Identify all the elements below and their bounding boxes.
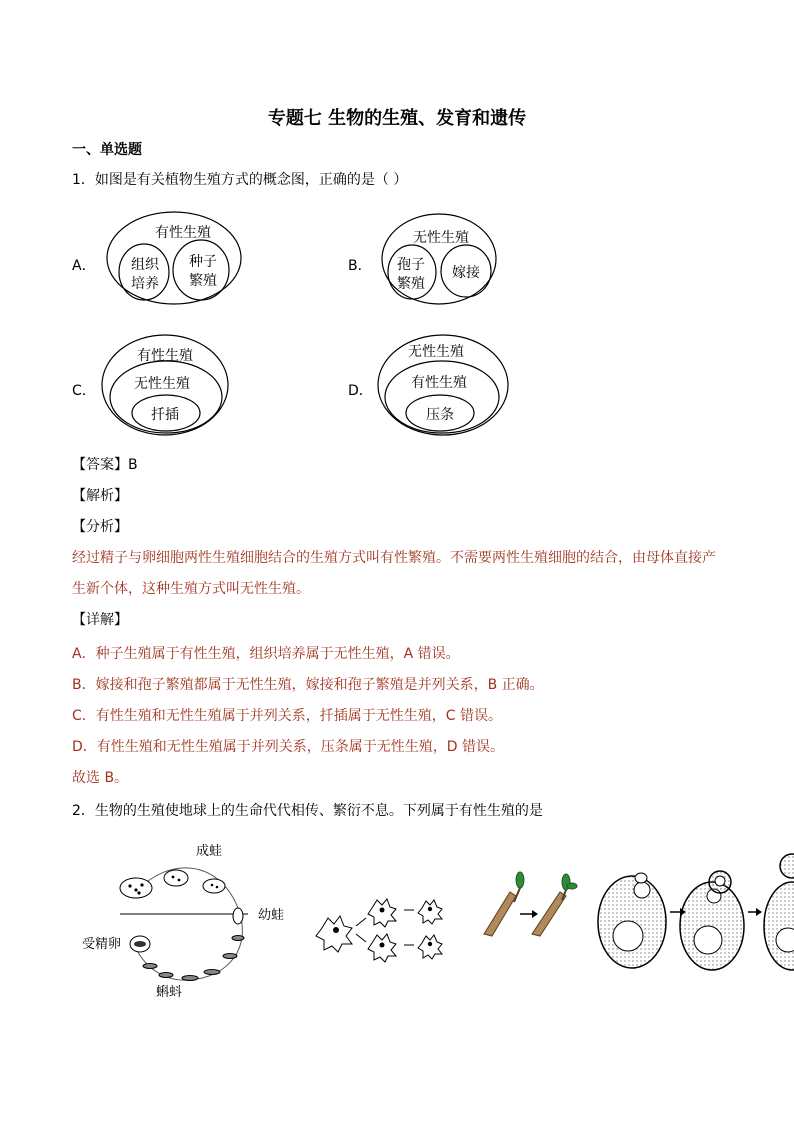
analysis-tag: 【解析】 [72, 488, 128, 504]
grafting-figure [480, 866, 590, 938]
detail-line-b: B．嫁接和孢子繁殖都属于无性生殖，嫁接和孢子繁殖是并列关系，B 正确。 [72, 677, 544, 693]
option-a-left-line1: 组织 [131, 257, 159, 273]
detail-tag: 【详解】 [72, 612, 128, 628]
option-c-diagram [100, 333, 230, 437]
amoeba-division-figure [312, 888, 452, 968]
option-b-right-text: 嫁接 [452, 265, 480, 281]
detail-line-d: D．有性生殖和无性生殖属于并列关系，压条属于无性生殖，D 错误。 [72, 739, 505, 755]
option-a-outer-text: 有性生殖 [155, 225, 211, 241]
option-d-outer-text: 无性生殖 [408, 344, 464, 360]
frog-young-label: 幼蛙 [258, 908, 285, 923]
fenxi-tag: 【分析】 [72, 519, 128, 535]
young-frog-icon [233, 908, 243, 924]
option-c-outer-text: 有性生殖 [137, 348, 193, 364]
option-b-label: B． [348, 258, 372, 274]
question-2-stem: 2．生物的生殖使地球上的生命代代相传、繁衍不息。下列属于有性生殖的是 [72, 803, 543, 819]
frog-life-cycle-figure [78, 838, 298, 1003]
page-title: 专题七 生物的生殖、发育和遗传 [267, 108, 527, 129]
option-b-outer-text: 无性生殖 [413, 230, 469, 246]
egg-icon [130, 936, 150, 952]
frog-adult-label: 成蛙 [196, 844, 223, 859]
option-c-inner-text: 扦插 [151, 407, 179, 423]
option-c-middle-text: 无性生殖 [134, 376, 190, 392]
option-a-left-line2: 培养 [131, 276, 159, 292]
question-1-stem: 1．如图是有关植物生殖方式的概念图，正确的是（ ） [72, 172, 408, 188]
fenxi-line-1: 经过精子与卵细胞两性生殖细胞结合的生殖方式叫有性繁殖。不需要两性生殖细胞的结合，由母体直接产 [72, 550, 716, 566]
option-b-left-line2: 繁殖 [397, 276, 425, 292]
option-a-diagram [105, 210, 245, 306]
answer-line: 【答案】B [72, 457, 138, 473]
option-d-label: D． [348, 383, 373, 399]
tadpole-icons [143, 936, 244, 981]
right-arrow-icon [748, 908, 762, 916]
frog-egg-label: 受精卵 [82, 937, 122, 952]
right-arrow-icon [520, 910, 538, 918]
conclusion-line: 故选 B。 [72, 770, 129, 786]
option-d-middle-text: 有性生殖 [411, 375, 467, 391]
detail-line-a: A．种子生殖属于有性生殖，组织培养属于无性生殖，A 错误。 [72, 646, 460, 662]
detail-line-c: C．有性生殖和无性生殖属于并列关系，扦插属于无性生殖，C 错误。 [72, 708, 502, 724]
frog-tadpole-label: 蝌蚪 [156, 985, 183, 1000]
option-b-diagram [380, 212, 500, 306]
option-a-right-line2: 繁殖 [189, 273, 217, 289]
section-heading: 一、单选题 [72, 142, 142, 158]
option-b-left-line1: 孢子 [397, 257, 425, 273]
option-d-inner-text: 压条 [426, 407, 454, 423]
option-c-label: C． [72, 383, 96, 399]
yeast-cell-1 [598, 873, 666, 968]
yeast-cell-3 [764, 854, 794, 970]
option-a-right-line1: 种子 [189, 254, 217, 270]
option-d-diagram [376, 333, 510, 437]
fenxi-line-2: 生新个体，这种生殖方式叫无性生殖。 [72, 581, 310, 597]
yeast-cell-2 [680, 871, 744, 970]
yeast-budding-figure [596, 852, 794, 974]
option-a-label: A． [72, 258, 96, 274]
